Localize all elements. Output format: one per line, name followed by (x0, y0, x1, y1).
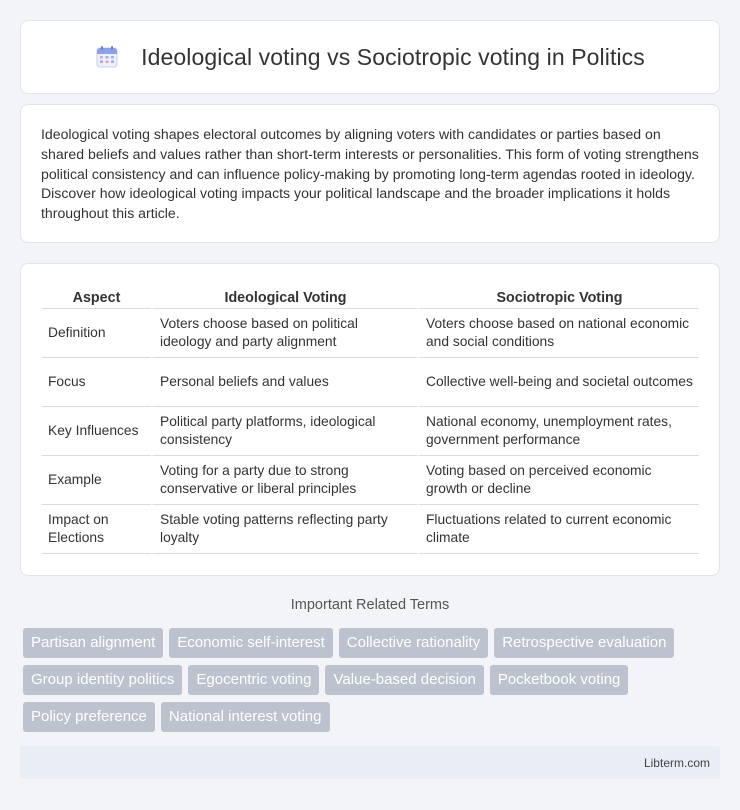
column-header-sociotropic: Sociotropic Voting (417, 284, 699, 309)
page-title: Ideological voting vs Sociotropic voting in Politics (141, 43, 645, 70)
comparison-card (20, 263, 720, 576)
table-row (42, 456, 699, 505)
table-cell-aspect: Example (42, 456, 151, 505)
table-row (42, 407, 699, 456)
tag-economic-self-interest[interactable]: Economic self-interest (169, 628, 333, 658)
tag-row (23, 665, 723, 695)
table-cell-sociotropic: Voting based on perceived economic growth or decline (417, 456, 699, 505)
intro-card (20, 104, 720, 243)
footer (20, 746, 720, 779)
table-row (42, 309, 699, 358)
related-terms-list (23, 628, 723, 739)
table-cell-sociotropic: Fluctuations related to current economic climate (417, 505, 699, 554)
table-cell-aspect: Focus (42, 358, 151, 407)
table-cell-ideological: Stable voting patterns reflecting party loyalty (151, 505, 417, 554)
comparison-table (42, 284, 699, 554)
header (95, 44, 645, 71)
table-cell-sociotropic: National economy, unemployment rates, government performance (417, 407, 699, 456)
table-cell-ideological: Voting for a party due to strong conservative or liberal principles (151, 456, 417, 505)
tag-pocketbook-voting[interactable]: Pocketbook voting (490, 665, 629, 695)
column-header-aspect: Aspect (42, 284, 151, 309)
column-header-ideological: Ideological Voting (151, 284, 417, 309)
table-cell-ideological: Personal beliefs and values (151, 358, 417, 407)
table-header-row (42, 284, 699, 309)
related-terms-title: Important Related Terms (290, 597, 450, 613)
table-cell-sociotropic: Collective well-being and societal outcomes (417, 358, 699, 407)
tag-row (23, 702, 723, 732)
header-card (20, 20, 720, 94)
table-cell-aspect: Key Influences (42, 407, 151, 456)
tag-group-identity-politics[interactable]: Group identity politics (23, 665, 182, 695)
tag-policy-preference[interactable]: Policy preference (23, 702, 155, 732)
tag-value-based-decision[interactable]: Value-based decision (325, 665, 483, 695)
table-cell-sociotropic: Voters choose based on national economic and social conditions (417, 309, 699, 358)
table-cell-ideological: Political party platforms, ideological consistency (151, 407, 417, 456)
tag-retrospective-evaluation[interactable]: Retrospective evaluation (494, 628, 674, 658)
tag-national-interest-voting[interactable]: National interest voting (161, 702, 330, 732)
table-cell-aspect: Impact on Elections (42, 505, 151, 554)
calendar-icon (95, 45, 119, 69)
intro-paragraph: Ideological voting shapes electoral outcomes by aligning voters with candidates or parties based on shared beliefs and values rather than short-term interests or personalities. This form of voting strengthens political consistency and can influence policy-making by promoting long-term agendas rooted in ideology. Discover how ideological voting impacts your political landscape and the broader implications it holds throughout this article. (41, 126, 699, 222)
tag-partisan-alignment[interactable]: Partisan alignment (23, 628, 163, 658)
tag-egocentric-voting[interactable]: Egocentric voting (188, 665, 319, 695)
tag-row (23, 628, 723, 658)
table-cell-ideological: Voters choose based on political ideology and party alignment (151, 309, 417, 358)
table-row (42, 505, 699, 554)
tag-collective-rationality[interactable]: Collective rationality (339, 628, 488, 658)
table-cell-aspect: Definition (42, 309, 151, 358)
table-row (42, 358, 699, 407)
footer-site-link[interactable]: Libterm.com (643, 755, 710, 770)
